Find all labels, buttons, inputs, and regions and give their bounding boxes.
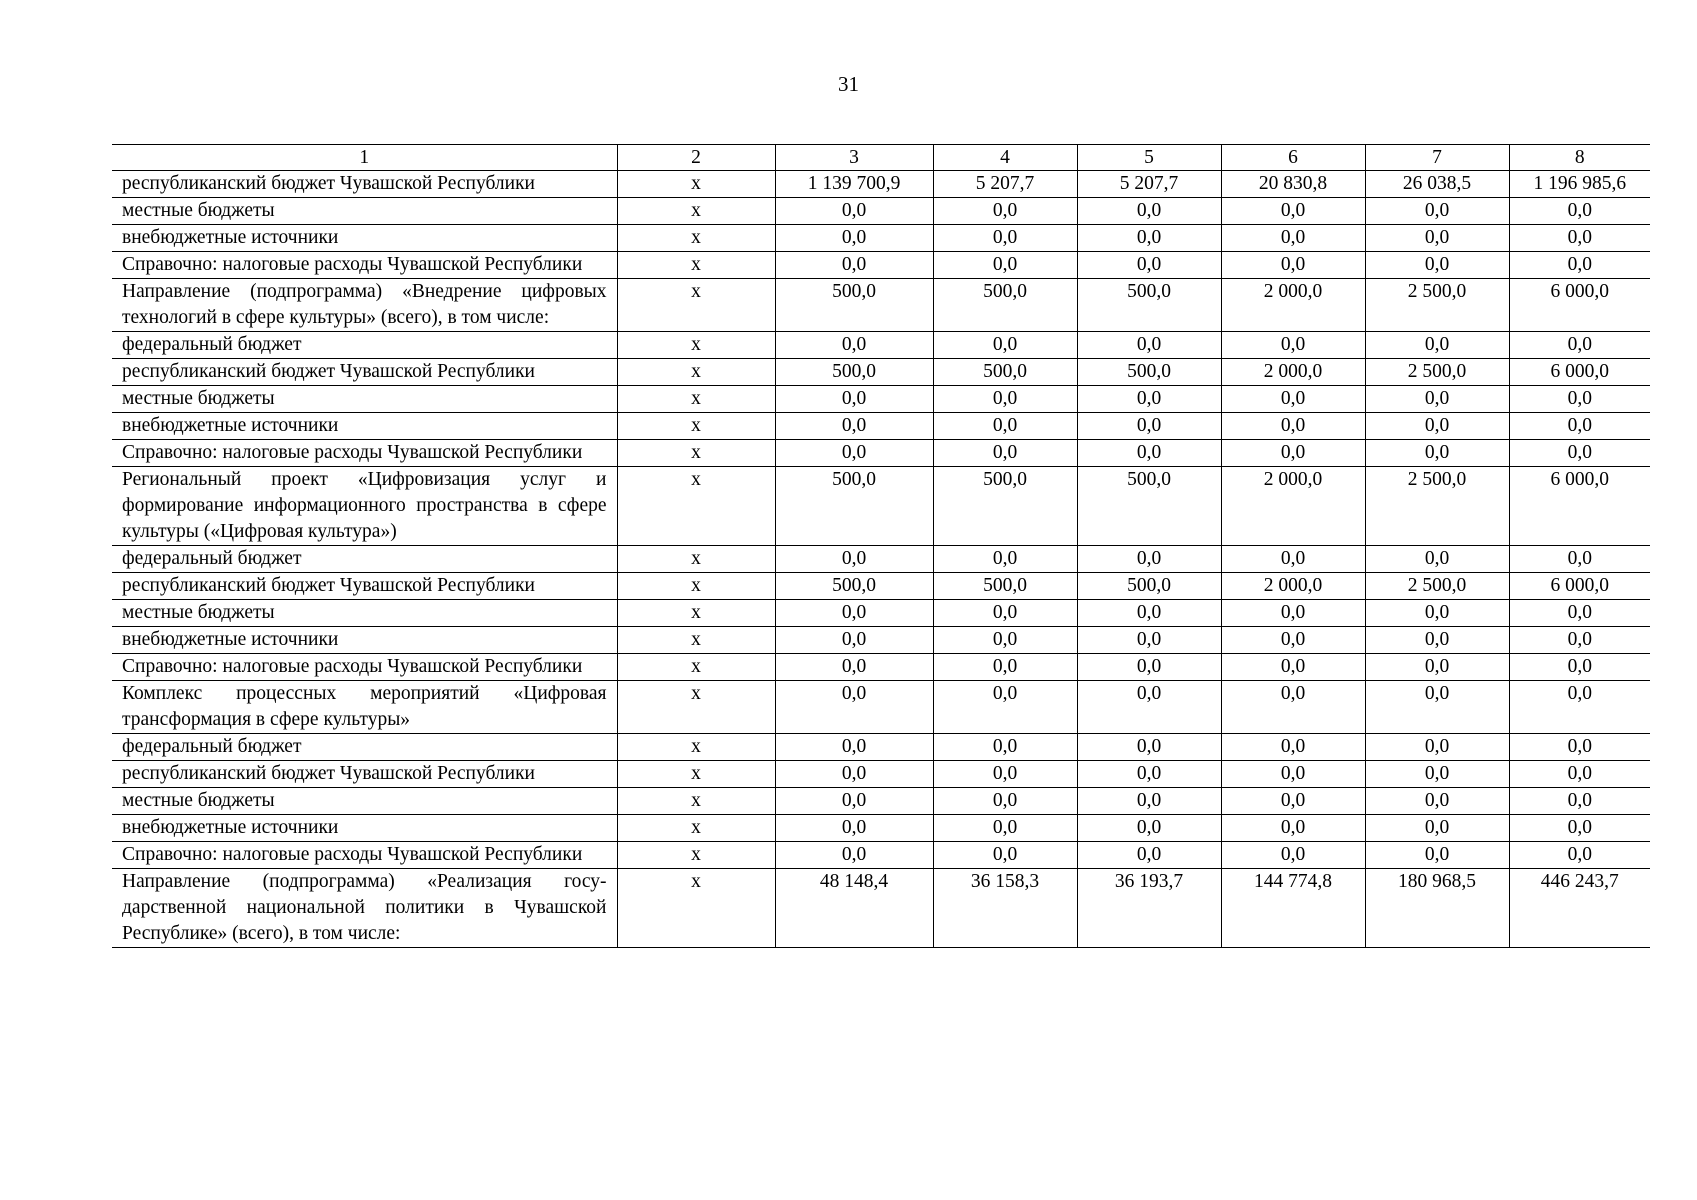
value-col-4: 500,0 [933, 467, 1077, 546]
value-col-4: 5 207,7 [933, 171, 1077, 198]
row-label: республиканский бюджет Чувашской Республики [112, 573, 617, 600]
table-row [112, 627, 1650, 654]
table-row [112, 815, 1650, 842]
unit-mark: х [617, 869, 775, 948]
value-col-6: 0,0 [1221, 546, 1365, 573]
value-col-3: 0,0 [775, 654, 933, 681]
budget-table [112, 144, 1650, 948]
unit-mark: х [617, 842, 775, 869]
value-col-5: 0,0 [1077, 252, 1221, 279]
column-number: 5 [1077, 145, 1221, 171]
value-col-4: 0,0 [933, 788, 1077, 815]
value-col-5: 0,0 [1077, 440, 1221, 467]
row-label: внебюджетные источники [112, 627, 617, 654]
table-row [112, 734, 1650, 761]
value-col-5: 5 207,7 [1077, 171, 1221, 198]
unit-mark: х [617, 761, 775, 788]
column-number: 4 [933, 145, 1077, 171]
table-row [112, 198, 1650, 225]
value-col-4: 0,0 [933, 413, 1077, 440]
row-label: Направление (подпрограмма) «Внедрение цифровых технологий в сфере культуры» (всего), в том числе: [112, 279, 617, 332]
value-col-3: 0,0 [775, 225, 933, 252]
row-label: республиканский бюджет Чувашской Республики [112, 171, 617, 198]
table-row [112, 600, 1650, 627]
column-number: 8 [1509, 145, 1650, 171]
column-number: 7 [1365, 145, 1509, 171]
row-label: федеральный бюджет [112, 546, 617, 573]
value-col-5: 0,0 [1077, 654, 1221, 681]
value-col-5: 0,0 [1077, 734, 1221, 761]
value-col-3: 0,0 [775, 546, 933, 573]
column-number: 2 [617, 145, 775, 171]
value-col-3: 0,0 [775, 252, 933, 279]
value-col-8: 446 243,7 [1509, 869, 1650, 948]
page-number: 31 [838, 72, 859, 96]
value-col-7: 0,0 [1365, 681, 1509, 734]
table-row [112, 788, 1650, 815]
table-row [112, 386, 1650, 413]
value-col-7: 0,0 [1365, 413, 1509, 440]
value-col-6: 0,0 [1221, 198, 1365, 225]
table-row [112, 546, 1650, 573]
row-label: федеральный бюджет [112, 734, 617, 761]
value-col-3: 0,0 [775, 788, 933, 815]
table-row [112, 279, 1650, 332]
column-number-row [112, 145, 1650, 171]
unit-mark: х [617, 573, 775, 600]
value-col-5: 0,0 [1077, 761, 1221, 788]
value-col-8: 0,0 [1509, 734, 1650, 761]
table-row [112, 842, 1650, 869]
value-col-6: 0,0 [1221, 654, 1365, 681]
value-col-6: 0,0 [1221, 440, 1365, 467]
table-row [112, 869, 1650, 948]
table-row [112, 573, 1650, 600]
value-col-8: 0,0 [1509, 225, 1650, 252]
value-col-7: 2 500,0 [1365, 279, 1509, 332]
value-col-6: 0,0 [1221, 600, 1365, 627]
value-col-5: 0,0 [1077, 198, 1221, 225]
table-row [112, 654, 1650, 681]
value-col-4: 0,0 [933, 681, 1077, 734]
unit-mark: х [617, 359, 775, 386]
value-col-7: 0,0 [1365, 252, 1509, 279]
value-col-4: 500,0 [933, 359, 1077, 386]
value-col-4: 0,0 [933, 627, 1077, 654]
unit-mark: х [617, 225, 775, 252]
value-col-4: 0,0 [933, 386, 1077, 413]
value-col-3: 0,0 [775, 386, 933, 413]
value-col-7: 0,0 [1365, 627, 1509, 654]
value-col-3: 0,0 [775, 734, 933, 761]
value-col-8: 0,0 [1509, 627, 1650, 654]
unit-mark: х [617, 654, 775, 681]
value-col-6: 0,0 [1221, 761, 1365, 788]
unit-mark: х [617, 546, 775, 573]
value-col-7: 0,0 [1365, 815, 1509, 842]
value-col-7: 0,0 [1365, 600, 1509, 627]
value-col-6: 0,0 [1221, 681, 1365, 734]
value-col-4: 0,0 [933, 600, 1077, 627]
value-col-4: 0,0 [933, 332, 1077, 359]
value-col-4: 36 158,3 [933, 869, 1077, 948]
table-row [112, 252, 1650, 279]
table-row [112, 359, 1650, 386]
value-col-6: 0,0 [1221, 413, 1365, 440]
value-col-7: 180 968,5 [1365, 869, 1509, 948]
table-row [112, 413, 1650, 440]
value-col-6: 0,0 [1221, 332, 1365, 359]
row-label: внебюджетные источники [112, 413, 617, 440]
value-col-6: 0,0 [1221, 815, 1365, 842]
value-col-7: 0,0 [1365, 734, 1509, 761]
value-col-7: 0,0 [1365, 386, 1509, 413]
row-label: Справочно: налоговые расходы Чувашской Республики [112, 440, 617, 467]
value-col-7: 0,0 [1365, 842, 1509, 869]
value-col-7: 0,0 [1365, 198, 1509, 225]
table-row [112, 681, 1650, 734]
value-col-7: 2 500,0 [1365, 359, 1509, 386]
value-col-3: 500,0 [775, 359, 933, 386]
row-label: внебюджетные источники [112, 225, 617, 252]
table-row [112, 171, 1650, 198]
value-col-4: 0,0 [933, 546, 1077, 573]
value-col-7: 0,0 [1365, 761, 1509, 788]
unit-mark: х [617, 440, 775, 467]
value-col-3: 0,0 [775, 332, 933, 359]
value-col-7: 0,0 [1365, 440, 1509, 467]
value-col-6: 0,0 [1221, 386, 1365, 413]
row-label: местные бюджеты [112, 198, 617, 225]
value-col-8: 0,0 [1509, 332, 1650, 359]
value-col-3: 0,0 [775, 198, 933, 225]
value-col-8: 0,0 [1509, 546, 1650, 573]
value-col-8: 0,0 [1509, 654, 1650, 681]
value-col-7: 2 500,0 [1365, 573, 1509, 600]
value-col-7: 0,0 [1365, 332, 1509, 359]
value-col-8: 0,0 [1509, 600, 1650, 627]
value-col-4: 0,0 [933, 440, 1077, 467]
value-col-8: 6 000,0 [1509, 467, 1650, 546]
unit-mark: х [617, 171, 775, 198]
unit-mark: х [617, 332, 775, 359]
value-col-3: 0,0 [775, 440, 933, 467]
value-col-8: 0,0 [1509, 440, 1650, 467]
table-row [112, 225, 1650, 252]
value-col-8: 0,0 [1509, 198, 1650, 225]
unit-mark: х [617, 252, 775, 279]
value-col-5: 0,0 [1077, 225, 1221, 252]
value-col-8: 6 000,0 [1509, 573, 1650, 600]
value-col-6: 0,0 [1221, 734, 1365, 761]
value-col-5: 0,0 [1077, 815, 1221, 842]
value-col-6: 144 774,8 [1221, 869, 1365, 948]
value-col-5: 0,0 [1077, 600, 1221, 627]
row-label: Справочно: налоговые расходы Чувашской Республики [112, 252, 617, 279]
value-col-4: 0,0 [933, 815, 1077, 842]
value-col-8: 6 000,0 [1509, 359, 1650, 386]
row-label: республиканский бюджет Чувашской Республики [112, 359, 617, 386]
row-label: Справочно: налоговые расходы Чувашской Республики [112, 654, 617, 681]
value-col-8: 1 196 985,6 [1509, 171, 1650, 198]
value-col-7: 0,0 [1365, 654, 1509, 681]
value-col-8: 0,0 [1509, 413, 1650, 440]
unit-mark: х [617, 627, 775, 654]
column-number: 1 [112, 145, 617, 171]
row-label: Справочно: налоговые расходы Чувашской Республики [112, 842, 617, 869]
row-label: внебюджетные источники [112, 815, 617, 842]
value-col-3: 0,0 [775, 842, 933, 869]
table-row [112, 332, 1650, 359]
column-number: 6 [1221, 145, 1365, 171]
value-col-5: 0,0 [1077, 627, 1221, 654]
value-col-7: 0,0 [1365, 546, 1509, 573]
value-col-3: 0,0 [775, 600, 933, 627]
value-col-4: 0,0 [933, 225, 1077, 252]
value-col-7: 26 038,5 [1365, 171, 1509, 198]
value-col-6: 20 830,8 [1221, 171, 1365, 198]
value-col-3: 0,0 [775, 681, 933, 734]
unit-mark: х [617, 788, 775, 815]
value-col-3: 48 148,4 [775, 869, 933, 948]
value-col-5: 36 193,7 [1077, 869, 1221, 948]
value-col-3: 500,0 [775, 467, 933, 546]
value-col-6: 0,0 [1221, 842, 1365, 869]
value-col-6: 2 000,0 [1221, 573, 1365, 600]
value-col-7: 0,0 [1365, 225, 1509, 252]
row-label: Комплекс процессных мероприятий «Цифровая трансформация в сфере культуры» [112, 681, 617, 734]
unit-mark: х [617, 734, 775, 761]
value-col-4: 0,0 [933, 654, 1077, 681]
value-col-8: 0,0 [1509, 681, 1650, 734]
value-col-3: 500,0 [775, 279, 933, 332]
value-col-8: 0,0 [1509, 761, 1650, 788]
value-col-8: 0,0 [1509, 842, 1650, 869]
value-col-8: 6 000,0 [1509, 279, 1650, 332]
value-col-5: 0,0 [1077, 332, 1221, 359]
column-number: 3 [775, 145, 933, 171]
unit-mark: х [617, 467, 775, 546]
value-col-5: 0,0 [1077, 681, 1221, 734]
value-col-5: 0,0 [1077, 842, 1221, 869]
row-label: местные бюджеты [112, 386, 617, 413]
value-col-5: 500,0 [1077, 359, 1221, 386]
row-label: Региональный проект «Цифровизация услуг и формирование информационного пространства в сфере культуры («Цифровая культура») [112, 467, 617, 546]
value-col-6: 0,0 [1221, 627, 1365, 654]
value-col-4: 500,0 [933, 279, 1077, 332]
value-col-6: 0,0 [1221, 788, 1365, 815]
value-col-6: 2 000,0 [1221, 359, 1365, 386]
table-row [112, 467, 1650, 546]
row-label: республиканский бюджет Чувашской Республики [112, 761, 617, 788]
unit-mark: х [617, 815, 775, 842]
value-col-3: 0,0 [775, 413, 933, 440]
row-label: местные бюджеты [112, 600, 617, 627]
value-col-8: 0,0 [1509, 386, 1650, 413]
value-col-6: 0,0 [1221, 252, 1365, 279]
table-row [112, 761, 1650, 788]
value-col-7: 2 500,0 [1365, 467, 1509, 546]
unit-mark: х [617, 600, 775, 627]
table-row [112, 440, 1650, 467]
value-col-6: 2 000,0 [1221, 279, 1365, 332]
value-col-3: 0,0 [775, 815, 933, 842]
value-col-5: 500,0 [1077, 573, 1221, 600]
unit-mark: х [617, 681, 775, 734]
value-col-6: 0,0 [1221, 225, 1365, 252]
value-col-4: 0,0 [933, 761, 1077, 788]
value-col-8: 0,0 [1509, 788, 1650, 815]
value-col-8: 0,0 [1509, 815, 1650, 842]
row-label: федеральный бюджет [112, 332, 617, 359]
value-col-8: 0,0 [1509, 252, 1650, 279]
value-col-3: 1 139 700,9 [775, 171, 933, 198]
value-col-4: 500,0 [933, 573, 1077, 600]
value-col-5: 0,0 [1077, 788, 1221, 815]
value-col-4: 0,0 [933, 252, 1077, 279]
unit-mark: х [617, 386, 775, 413]
value-col-3: 0,0 [775, 761, 933, 788]
row-label: местные бюджеты [112, 788, 617, 815]
value-col-4: 0,0 [933, 198, 1077, 225]
value-col-3: 500,0 [775, 573, 933, 600]
value-col-7: 0,0 [1365, 788, 1509, 815]
unit-mark: х [617, 279, 775, 332]
value-col-4: 0,0 [933, 734, 1077, 761]
value-col-5: 0,0 [1077, 546, 1221, 573]
unit-mark: х [617, 413, 775, 440]
value-col-6: 2 000,0 [1221, 467, 1365, 546]
value-col-5: 0,0 [1077, 386, 1221, 413]
value-col-4: 0,0 [933, 842, 1077, 869]
value-col-5: 500,0 [1077, 467, 1221, 546]
value-col-5: 500,0 [1077, 279, 1221, 332]
value-col-3: 0,0 [775, 627, 933, 654]
row-label: Направление (подпрограмма) «Реализация государственной национальной политики в Чувашской Республике» (всего), в том числе: [112, 869, 617, 948]
value-col-5: 0,0 [1077, 413, 1221, 440]
unit-mark: х [617, 198, 775, 225]
